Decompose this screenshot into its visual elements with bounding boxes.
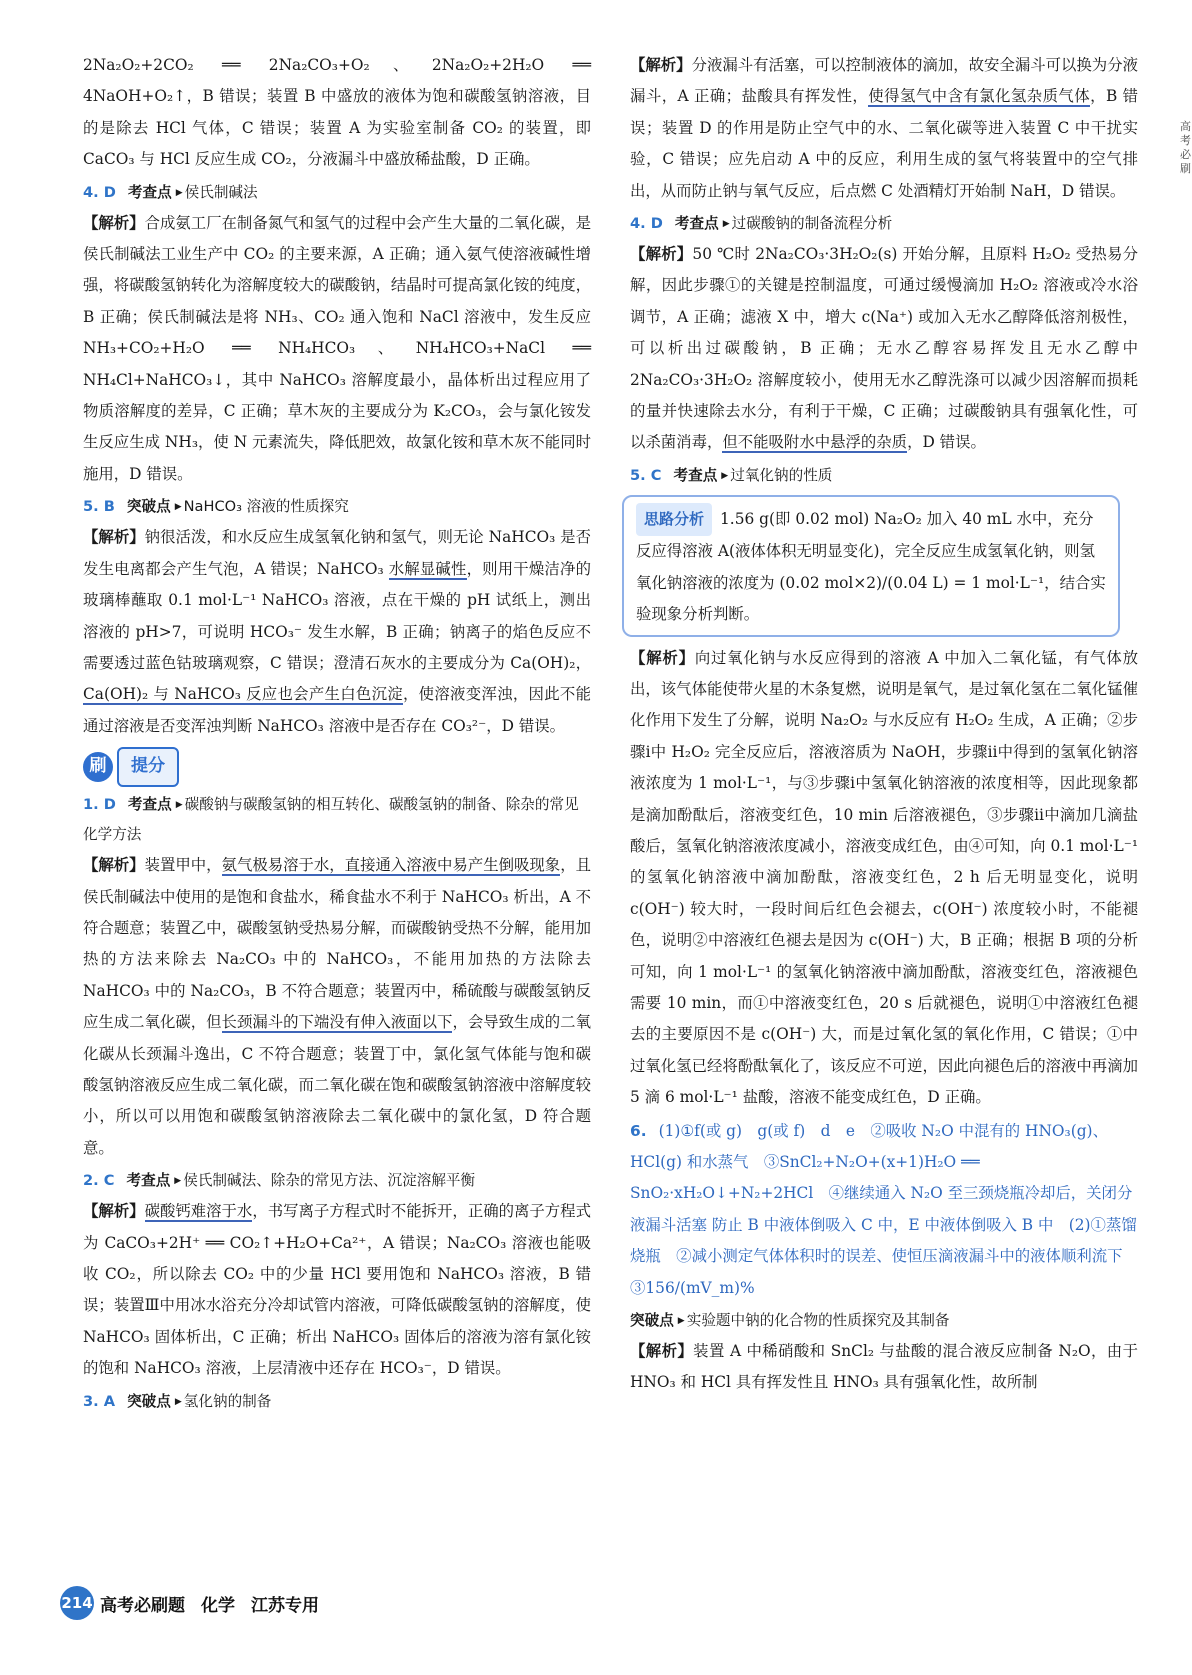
question-number: 6. — [630, 1121, 647, 1140]
analysis-text: 装置 A 中稀硝酸和 SnCl₂ 与盐酸的混合液反应制备 N₂O，由于 HNO₃ 和 HCl 具有挥发性且 HNO₃ 具有强氧化性，故所制 — [630, 1342, 1138, 1392]
box-title: 思路分析 — [636, 503, 712, 536]
tag-label: 突破点 — [630, 1312, 674, 1330]
analysis-label: 【解析】 — [83, 856, 145, 875]
topic-label: 过碳酸钠的制备流程分析 — [731, 215, 893, 233]
topic-label: 侯氏制碱法 — [184, 183, 258, 201]
analysis-label: 【解析】 — [630, 1342, 694, 1361]
intro-paragraph: 2Na₂O₂+2CO₂ ══ 2Na₂CO₃+O₂、2Na₂O₂+2H₂O ══ 4NaOH+O₂↑，B 错误；装置 B 中盛放的液体为饱和碳酸氢钠溶液，目的是除去 HCl 气体，C 错误；装置 A 为实验室制备 CO₂ 的装置，即 CaCO₃ 与 HCl 反应生成 CO₂，分液漏斗中盛放稀盐酸，D 正确。 — [83, 56, 591, 169]
tag-label: 考查点 — [674, 215, 719, 233]
question-number: 4. D — [630, 215, 663, 233]
tag-label: 突破点 — [127, 1392, 171, 1410]
analysis-text: 50 ℃时 2Na₂CO₃·3H₂O₂(s) 开始分解，且原料 H₂O₂ 受热易分解，因此步骤①的关键是控制温度，可通过缓慢滴加 H₂O₂ 溶液或冷水浴调节，A 正确；滤液 X 中，增大 c(Na⁺) 或加入无水乙醇降低溶剂极性，可以析出过碳酸钠，B 正确；无水乙醇容易挥发且无水乙醇中 2Na₂CO₃·3H₂O₂ 溶解度较小，使用无水乙醇洗涤可以减少因溶解而损耗的量并快速除去水分，有利于干燥，C 正确；过碳酸钠具有强氧化性，可以杀菌消毒， — [630, 245, 1138, 452]
triangle-icon: ▶ — [175, 800, 183, 811]
analysis-text: 装置甲中， — [144, 856, 222, 875]
triangle-icon: ▶ — [721, 470, 729, 481]
section-label: 提分 — [117, 747, 179, 786]
question-header — [630, 1306, 1138, 1336]
question-number: 1. D — [83, 796, 116, 814]
analysis-paragraph — [630, 643, 1138, 1114]
triangle-icon: ▶ — [175, 187, 183, 198]
question-number: 2. C — [83, 1172, 115, 1190]
analysis-label: 【解析】 — [83, 528, 145, 547]
question-header — [83, 1166, 591, 1196]
question-header — [83, 790, 591, 850]
analysis-text: ，会导致生成的二氧化碳从长颈漏斗逸出，C 不符合题意；装置丁中，氯化氢气体能与饱和碳酸氢钠溶液反应生成二氧化碳，而二氧化碳在饱和碳酸氢钠溶液中溶解度较小，所以可以用饱和碳酸氢钠溶液除去二氧化碳中的氯化氢，D 符合题意。 — [83, 1013, 591, 1157]
question-header — [630, 461, 1138, 491]
analysis-label: 【解析】 — [630, 56, 692, 74]
analysis-label: 【解析】 — [630, 648, 695, 667]
key-point-underline: 使得氢气中含有氯化氢杂质气体 — [868, 87, 1091, 106]
edition-label: 江苏专用 — [251, 1595, 319, 1616]
analysis-paragraph — [630, 1336, 1138, 1399]
tag-label: 考查点 — [126, 1172, 171, 1190]
question-header — [83, 492, 591, 522]
analysis-paragraph — [630, 239, 1138, 459]
tag-label: 考查点 — [127, 796, 172, 814]
question-number: 5. B — [83, 498, 115, 516]
key-point-underline: 水解显碱性 — [388, 559, 467, 578]
right-column — [630, 50, 1138, 1401]
analysis-paragraph — [83, 522, 591, 742]
question-header — [83, 1387, 591, 1417]
analysis-paragraph — [83, 1196, 591, 1384]
analysis-label: 【解析】 — [83, 213, 145, 232]
topic-label: 侯氏制碱法、除杂的常见方法、沉淀溶解平衡 — [183, 1172, 476, 1190]
question-number: 4. D — [83, 183, 116, 201]
section-badge: 刷 — [83, 752, 113, 782]
tag-label: 考查点 — [673, 466, 718, 484]
subject-label: 化学 — [201, 1595, 235, 1616]
question-number: 5. C — [630, 466, 662, 484]
left-column — [83, 50, 591, 1417]
analysis-text: ，且侯氏制碱法中使用的是饱和食盐水，稀食盐水不利于 NaHCO₃ 析出，A 不符合题意；装置乙中，碳酸氢钠受热易分解，而碳酸钠受热不分解，能用加热的方法来除去 Na₂CO₃ 中的 NaHCO₃，不能用加热的方法除去 NaHCO₃ 中的 Na₂CO₃，B 不符合题意；装置丙中，稀硫酸与碳酸氢钠反应生成二氧化碳，但 — [83, 856, 591, 1032]
topic-label: 碳酸钠与碳酸氢钠的相互转化、碳酸氢钠的制备、除杂的常见化学方法 — [83, 796, 579, 844]
analysis-label: 【解析】 — [83, 1202, 145, 1221]
analysis-label: 【解析】 — [630, 245, 693, 264]
topic-label: 氢化钠的制备 — [183, 1392, 272, 1410]
analysis-paragraph — [83, 850, 591, 1164]
tag-label: 考查点 — [127, 183, 172, 201]
topic-label: NaHCO₃ 溶液的性质探究 — [183, 498, 349, 516]
book-title: 高考必刷题 — [100, 1595, 185, 1616]
tag-label: 突破点 — [126, 498, 171, 516]
topic-label: 过氧化钠的性质 — [730, 466, 833, 484]
triangle-icon: ▶ — [677, 1316, 685, 1327]
analysis-text: 钠很活泼，和水反应生成氢氧化钠和氢气，则无论 NaHCO₃ 是否发生电离都会产生气泡，A 错误；NaHCO₃ — [83, 528, 591, 578]
analysis-text: 分液漏斗有活塞，可以控制液体的滴加，故安全漏斗可以换为分液漏斗，A 正确；盐酸具有挥发性， — [630, 56, 1138, 106]
answer-text: (1)①f(或 g) g(或 f) d e ②吸收 N₂O 中混有的 HNO₃(g)、HCl(g) 和水蒸气 ③SnCl₂+N₂O+(x+1)H₂O ══ SnO₂·xH₂O↓+N₂+2HCl ④继续通入 N₂O 至三颈烧瓶冷却后，关闭分液漏斗活塞 防止 B 中液体倒吸入 C 中，E 中液体倒吸入 B 中 (2)①蒸馏烧瓶 ②减小测定气体体积时的误差、使恒压滴液漏斗中的液体顺利流下 ③156/(mV_m)% — [630, 1121, 1138, 1297]
analysis-text: ，书写离子方程式时不能拆开，正确的离子方程式为 CaCO₃+2H⁺ ══ CO₂↑+H₂O+Ca²⁺，A 错误；Na₂CO₃ 溶液也能吸收 CO₂，所以除去 CO₂ 中的少量 HCl 要用饱和 NaHCO₃ 溶液，B 错误；装置Ⅲ中用冰水浴充分冷却试管内溶液，可降低碳酸氢钠的溶解度，使 NaHCO₃ 固体析出，C 正确；析出 NaHCO₃ 固体后的溶液为溶有氯化铵的饱和 NaHCO₃ 溶液，上层清液中还存在 HCO₃⁻，D 错误。 — [83, 1202, 591, 1378]
page-number: 214 — [60, 1586, 94, 1620]
analysis-paragraph — [83, 208, 591, 491]
page-edge-text: 高考必刷 — [1180, 120, 1191, 175]
analysis-text: ，B 错误；装置 D 的作用是防止空气中的水、二氧化碳等进入装置 C 中干扰实验，C 错误；应先启动 A 中的反应，利用生成的氢气将装置中的空气排出，从而防止钠与氧气反应，后点燃 C 处酒精灯开始制 NaH，D 错误。 — [630, 87, 1138, 200]
page-footer — [60, 1587, 335, 1619]
analysis-paragraph — [630, 50, 1138, 207]
box-text: 1.56 g(即 0.02 mol) Na₂O₂ 加入 40 mL 水中，充分反应得溶液 A(液体体积无明显变化)，完全反应生成氢氧化钠，则氢氧化钠溶液的浓度为 (0.02 mol×2)/(0.04 L) = 1 mol·L⁻¹，结合实验现象分析判断。 — [636, 509, 1106, 624]
key-point-underline: Ca(OH)₂ 与 NaHCO₃ 反应也会产生白色沉淀 — [83, 685, 403, 704]
answer-block — [630, 1116, 1138, 1304]
analysis-text: 合成氨工厂在制备氮气和氢气的过程中会产生大量的二氧化碳，是侯氏制碱法工业生产中 CO₂ 的主要来源，A 正确；通入氨气使溶液碱性增强，将碳酸氢钠转化为溶解度较大的碳酸钠，结晶时可提高氯化铵的纯度，B 正确；侯氏制碱法是将 NH₃、CO₂ 通入饱和 NaCl 溶液中，发生反应 NH₃+CO₂+H₂O ══ NH₄HCO₃、NH₄HCO₃+NaCl ══ NH₄Cl+NaHCO₃↓，其中 NaHCO₃ 溶解度最小，晶体析出过程应用了物质溶解度的差异，C 正确；草木灰的主要成分为 K₂CO₃，会与氯化铵发生反应生成 NH₃，使 N 元素流失，降低肥效，故氯化铵和草木灰不能同时施用，D 错误。 — [83, 213, 591, 483]
question-number: 3. A — [83, 1392, 116, 1410]
triangle-icon: ▶ — [722, 219, 730, 230]
topic-label: 实验题中钠的化合物的性质探究及其制备 — [686, 1312, 950, 1330]
analysis-text: ，使溶液变浑浊，因此不能通过溶液是否变浑浊判断 NaHCO₃ 溶液中是否存在 CO₃²⁻，D 错误。 — [83, 685, 591, 735]
triangle-icon: ▶ — [174, 502, 182, 513]
section-header — [83, 750, 591, 784]
key-point-underline: 长颈漏斗的下端没有伸入液面以下 — [221, 1013, 453, 1032]
analysis-text: 向过氧化钠与水反应得到的溶液 A 中加入二氧化锰，有气体放出，该气体能使带火星的木条复燃，说明是氧气，是过氧化氢在二氧化锰催化作用下发生了分解，说明 Na₂O₂ 与水反应有 H₂O₂ 生成，A 正确；②步骤ⅰ中 H₂O₂ 完全反应后，溶液溶质为 NaOH，步骤ⅱ中得到的氢氧化钠溶液浓度为 1 mol·L⁻¹，与③步骤ⅰ中氢氧化钠溶液的浓度相等，因此现象都是滴加酚酞后，溶液变红色，10 min 后溶液褪色，③步骤ⅱ中滴加几滴盐酸后，氢氧化钠溶液浓度减小，溶液变成红色，由④可知，向 0.1 mol·L⁻¹ 的氢氧化钠溶液中滴加酚酞，溶液变红色，2 h 后无明显变化，说明 c(OH⁻) 较大时，一段时间后红色会褪去，c(OH⁻) 浓度较小时，不能褪色，说明②中溶液红色褪去是因为 c(OH⁻) 大，B 正确；根据 B 项的分析可知，向 1 mol·L⁻¹ 的氢氧化钠溶液中滴加酚酞，溶液变红色，溶液褪色需要 10 min，而①中溶液变红色，20 s 后就褪色，说明①中溶液红色褪去的主要原因不是 c(OH⁻) 大，而是过氧化氢的氧化作用，C 错误；①中过氧化氢已经将酚酞氧化了，该反应不可逆，因此向褪色后的溶液中再滴加 5 滴 6 mol·L⁻¹ 盐酸，溶液不能变成红色，D 正确。 — [630, 648, 1138, 1107]
question-header — [630, 209, 1138, 239]
key-point-underline: 氨气极易溶于水，直接通入溶液中易产生倒吸现象 — [221, 856, 561, 875]
key-point-underline: 但不能吸附水中悬浮的杂质 — [722, 433, 908, 452]
triangle-icon: ▶ — [174, 1396, 182, 1407]
question-header — [83, 178, 591, 208]
triangle-icon: ▶ — [174, 1176, 182, 1187]
analysis-text: ，D 错误。 — [907, 433, 986, 452]
thinking-analysis-box — [622, 495, 1120, 637]
analysis-text: ，则用干燥洁净的玻璃棒蘸取 0.1 mol·L⁻¹ NaHCO₃ 溶液，点在干燥的 pH 试纸上，测出溶液的 pH>7，可说明 HCO₃⁻ 发生水解，B 正确；钠离子的焰色反应不需要透过蓝色钴玻璃观察，C 错误；澄清石灰水的主要成分为 Ca(OH)₂， — [83, 559, 591, 672]
key-point-underline: 碳酸钙难溶于水 — [144, 1202, 253, 1221]
